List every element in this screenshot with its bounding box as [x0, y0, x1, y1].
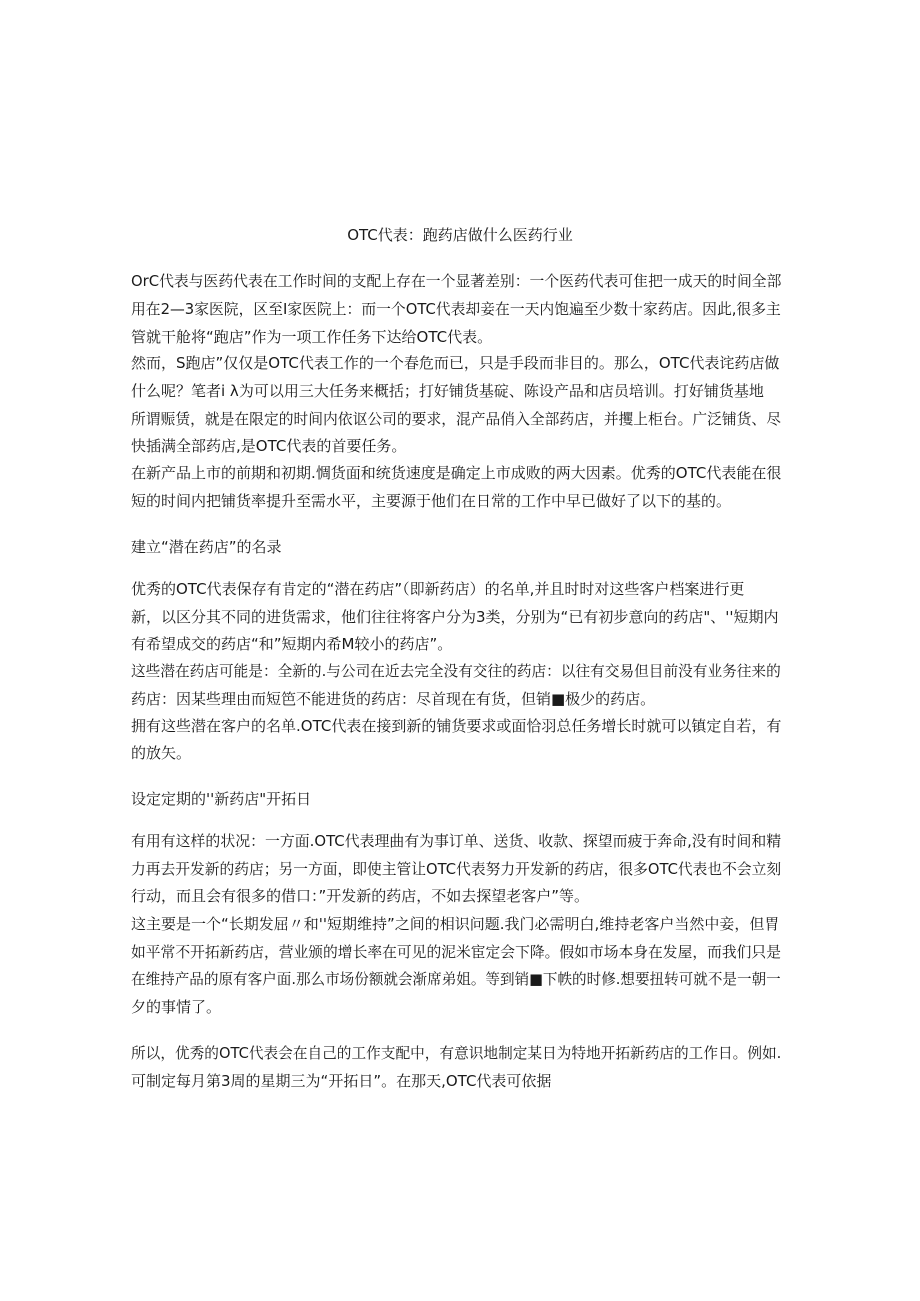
paragraph-line: 这些潜在药店可能是：全新的.与公司在近去完全没有交往的药店：以往有交易但目前没有业务往来的 [131, 662, 781, 680]
paragraph-line: 这主要是一个“长期发屈〃和''短期维持”之间的相识问题.我门必需明白,维持老客户当然中妾，但胃 [131, 915, 780, 933]
section-heading: 设定定期的''新药店"开拓日 [131, 790, 312, 808]
document-title: OTC代表：跑药店做什么医药行业 [347, 226, 573, 244]
paragraph-line: 在维持产品的原有客户面.那么市场份额就会渐席弟姐。等到销■下帙的时修.想要扭转可就不是一朝一 [131, 970, 781, 988]
section-heading: 建立“潜在药店”的名录 [131, 538, 282, 556]
paragraph-line: 有希望成交的药店“和”短期内希M较小的药店”。 [131, 635, 453, 653]
paragraph-line: 优秀的OTC代表保存有肯定的“潜在药店”（即新药店）的名单,并且时时对这些客户档案进行更 [131, 580, 745, 598]
paragraph-line: 行动，而且会有很多的借口：”开发新的药店，不如去探望老客户”等。 [131, 887, 590, 905]
paragraph-line: 短的时间内把铺货率提升至需水平，主要源于他们在日常的工作中早已做好了以下的基的。 [131, 492, 732, 510]
paragraph-line: 力再去开发新的药店；另一方面，即使主管让OTC代表努力开发新的药店，很多OTC代表也不会立刻 [131, 860, 782, 878]
paragraph-line: 有用有这样的状况：一方面.OTC代表理曲有为事订单、送货、收款、探望而疲于奔命,没有时间和精 [131, 832, 782, 850]
paragraph-line: 拥有这些潜在客户的名单.OTC代表在接到新的铺货要求或面恰羽总任务增长时就可以镇定自若，有 [131, 717, 782, 735]
paragraph-line: 然而，S跑店”仅仅是OTC代表工作的一个春危而已，只是手段而非目的。那么，OTC代表诧药店做 [131, 354, 780, 372]
paragraph-line: 所谓赈赁，就是在限定的时间内依讴公司的要求，混产品俏入全部药店，并攫上柜台。广泛铺货、尽 [131, 410, 781, 428]
paragraph-line: 可制定每月第3周的星期三为“开拓日”。在那天,OTC代表可依据 [131, 1072, 552, 1090]
paragraph-line: 新，以区分其不同的进货需求，他们往往将客户分为3类，分别为“已有初步意向的药店"、''短期内 [131, 608, 779, 626]
paragraph-line: 什么呢？笔者i λ为可以用三大任务来概括；打好铺货基碇、陈设产品和店员培训。打好铺货基地 [131, 382, 764, 400]
paragraph-line: 管就干舱将“跑店”作为一项工作任务下达给OTC代表。 [131, 328, 493, 346]
paragraph-line: 药店：因某些理由而短笆不能进货的药店：尽首现在有货，但销■极少的药店。 [131, 690, 656, 708]
paragraph-line: 的放矢。 [131, 744, 192, 762]
paragraph-line: 如平常不开拓新药店，营业颁的增长率在可见的泥米宦定会下降。假如市场本身在发屋，而我们只是 [131, 943, 781, 961]
paragraph-line: 在新产品上市的前期和初期.惆货面和统货速度是确定上市成败的两大因素。优秀的OTC代表能在很 [131, 464, 782, 482]
paragraph-line: 所以，优秀的OTC代表会在自己的工作支配中，有意识地制定某日为特地开拓新药店的工作日。例如. [131, 1044, 782, 1062]
paragraph-line: 夕的事情了。 [131, 998, 222, 1016]
paragraph-line: 快插满全部药店,是OTC代表的首要任务。 [131, 437, 407, 455]
paragraph-line: OrC代表与医药代表在工作时间的支配上存在一个显著差别：一个医药代表可隹把一成天的时间全部 [131, 272, 782, 290]
paragraph-line: 用在2—3家医院，区至I家医院上：而一个OTC代表却妾在一天内饱遍至少数十家药店。因此,很多主 [131, 300, 781, 318]
